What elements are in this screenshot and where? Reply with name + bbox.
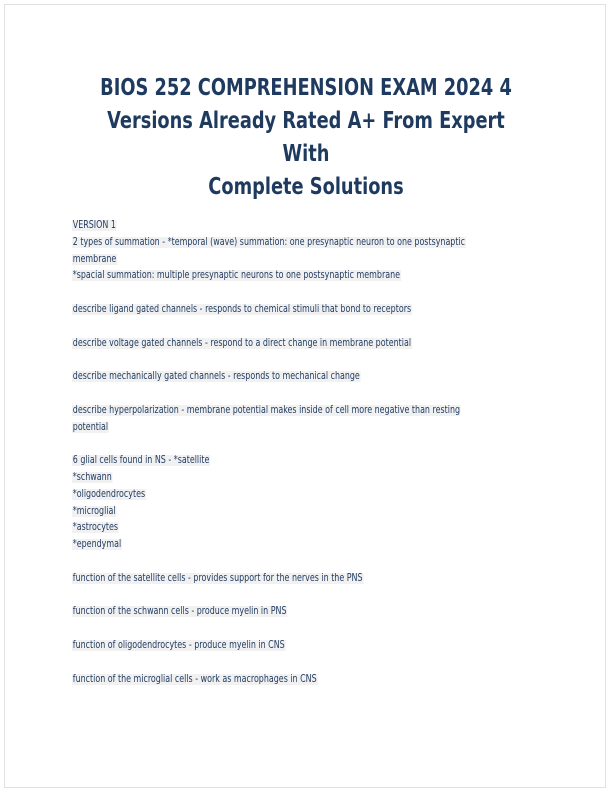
qa-item <box>72 672 552 689</box>
qa-line: 2 types of summation - *temporal (wave) summation: one presynaptic neuron to one postsynaptic <box>72 236 466 248</box>
qa-line: function of the schwann cells - produce myelin in PNS <box>72 606 287 618</box>
qa-line: membrane <box>72 253 117 265</box>
qa-item <box>72 235 552 285</box>
version-label: VERSION 1 <box>72 220 116 231</box>
qa-line: *microglial <box>72 505 116 517</box>
qa-item <box>72 604 552 621</box>
document-body <box>72 218 552 688</box>
qa-line: *astrocytes <box>72 522 119 534</box>
qa-line: 6 glial cells found in NS - *satellite <box>72 455 210 467</box>
qa-item <box>72 369 552 386</box>
qa-item <box>72 453 552 554</box>
document-title <box>94 72 517 204</box>
qa-line: describe mechanically gated channels - responds to mechanical change <box>72 371 360 383</box>
qa-line: function of the microglial cells - work as macrophages in CNS <box>72 673 317 685</box>
qa-line: function of the satellite cells - provides support for the nerves in the PNS <box>72 572 363 584</box>
title-line: BIOS 252 COMPREHENSION EXAM 2024 4 <box>100 75 512 101</box>
title-line: Complete Solutions <box>208 174 404 200</box>
qa-line: describe voltage gated channels - respond to a direct change in membrane potential <box>72 337 412 349</box>
qa-line: potential <box>72 421 109 433</box>
qa-line: *oligodendrocytes <box>72 488 146 500</box>
qa-line: describe ligand gated channels - responds to chemical stimuli that bond to receptors <box>72 303 412 315</box>
qa-item <box>72 336 552 353</box>
qa-line: *spacial summation: multiple presynaptic neurons to one postsynaptic membrane <box>72 270 401 282</box>
qa-line: *schwann <box>72 471 112 483</box>
qa-item <box>72 302 552 319</box>
title-line: Versions Already Rated A+ From Expert With <box>107 108 505 167</box>
qa-line: describe hyperpolarization - membrane potential makes inside of cell more negative than resting <box>72 404 461 416</box>
qa-line: *ependymal <box>72 539 122 551</box>
qa-item <box>72 571 552 588</box>
qa-line: function of oligodendrocytes - produce myelin in CNS <box>72 639 285 651</box>
qa-item <box>72 638 552 655</box>
qa-item <box>72 403 552 437</box>
